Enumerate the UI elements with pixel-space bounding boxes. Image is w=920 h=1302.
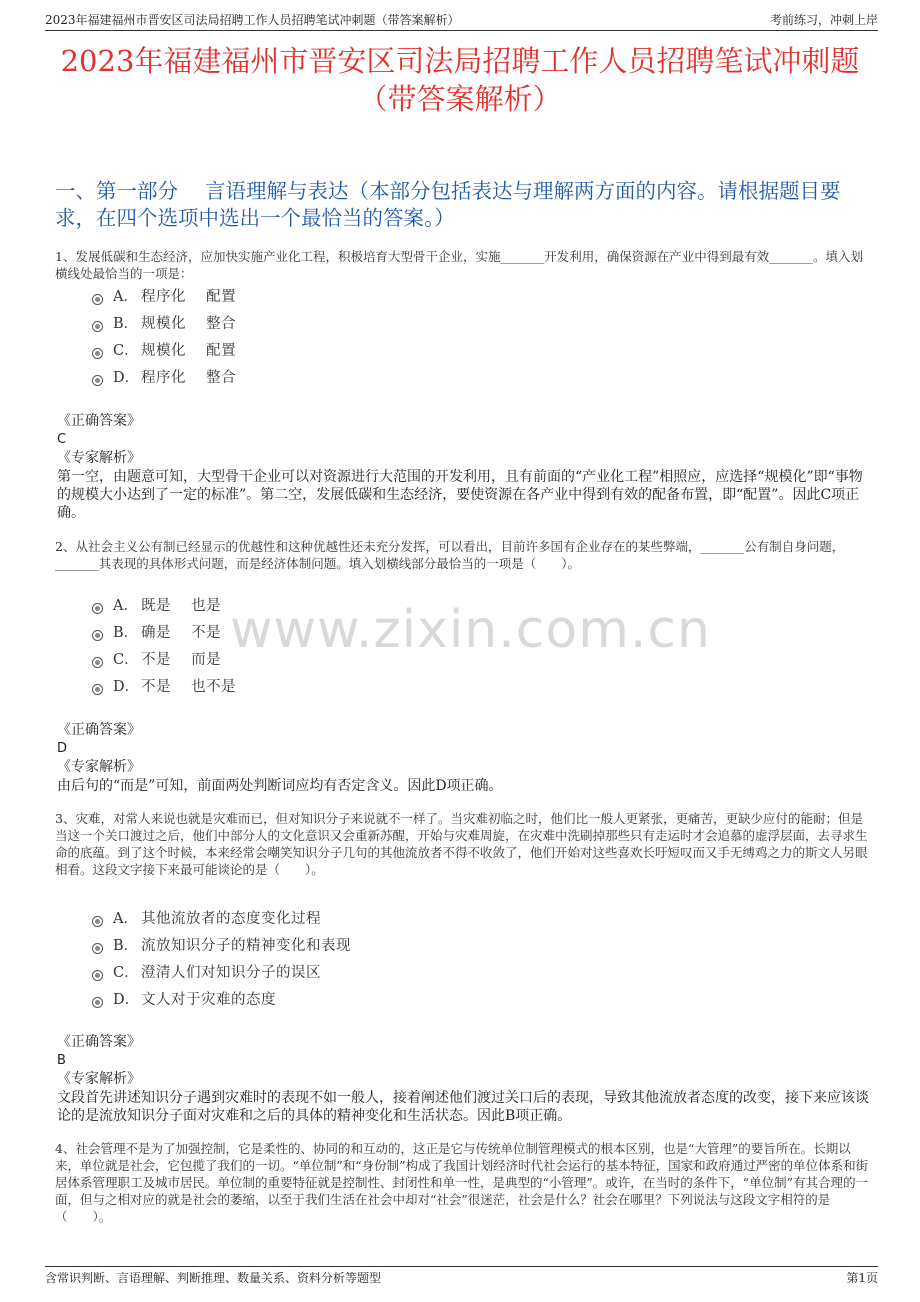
option-letter: C． [113,965,139,981]
header-slogan: 考前练习，冲刺上岸 [769,13,878,27]
answer-value: D [57,741,68,756]
option-text: 规模化 配置 [141,343,237,359]
question-3-option-a[interactable] [92,906,351,933]
option-letter: D． [113,370,140,386]
answer-label: 《正确答案》 [57,413,141,429]
question-3-option-d[interactable] [92,987,351,1014]
radio-icon[interactable] [92,916,103,927]
option-letter: B． [113,625,139,641]
radio-icon[interactable] [92,321,103,332]
header-doc-title: 2023年福建福州市晋安区司法局招聘工作人员招聘笔试冲刺题（带答案解析） [45,13,460,27]
option-text: 程序化 整合 [141,370,237,386]
option-text: 既是 也是 [141,598,222,614]
option-text: 确是 不是 [141,625,222,641]
answer-label: 《正确答案》 [57,722,141,738]
radio-icon[interactable] [92,657,103,668]
title-line-2: （带答案解析） [358,82,562,116]
page-header [45,10,878,31]
question-1-option-a[interactable] [92,284,236,311]
page-number: 第1页 [846,1271,878,1285]
question-1-option-b[interactable] [92,311,236,338]
radio-icon[interactable] [92,684,103,695]
option-letter: D． [113,992,140,1008]
option-letter: B． [113,316,139,332]
question-1-answer-block [57,412,875,522]
analysis-label: 《专家解析》 [57,759,141,775]
question-3-answer-block [57,1033,875,1125]
option-text: 流放知识分子的精神变化和表现 [141,938,351,954]
radio-icon[interactable] [92,294,103,305]
analysis-text: 文段首先讲述知识分子遇到灾难时的表现不如一般人，接着阐述他们渡过关口后的表现，导致其他流放者态度的改变，接下来应该谈论的是流放知识分子面对灾难和之后的具体的精神变化和生活状态。因此B项正确。 [57,1090,869,1124]
question-1-options [92,284,236,392]
radio-icon[interactable] [92,603,103,614]
radio-icon[interactable] [92,997,103,1008]
question-2-options [92,593,236,701]
option-text: 程序化 配置 [141,289,237,305]
question-1-stem: 1、发展低碳和生态经济，应加快实施产业化工程，积极培育大型骨干企业，实施_______开发利用，确保资源在产业中得到最有效_______。填入划横线处最恰当的一项是： [55,249,863,281]
question-2-answer-block [57,721,875,795]
option-letter: B． [113,938,139,954]
question-3-stem: 3、灾难，对常人来说也就是灾难而已，但对知识分子来说就不一样了。当灾难初临之时，他们比一般人更紧张，更痛苦，更缺少应付的能耐；但是当这一个关口渡过之后，他们中部分人的文化意识又会重新苏醒，开始与灾难周旋，在灾难中洗刷掉那些只有走运时才会追慕的虚浮层面，去寻求生命的底蕴。到了这个时候，本来经常会嘲笑知识分子几句的其他流放者不得不收敛了，他们开始对这些喜欢长吁短叹而又手无缚鸡之力的斯文人另眼相看。这段文字接下来最可能谈论的是（ ）。 [55,811,868,877]
radio-icon[interactable] [92,970,103,981]
question-3-options [92,906,351,1014]
question-2-stem: 2、从社会主义公有制已经显示的优越性和这种优越性还未充分发挥，可以看出，目前许多国有企业存在的某些弊端，_______公有制自身问题，_______其表现的具体形式问题，而是经济体制问题。填入划横线部分最恰当的一项是（ ）。 [55,539,845,571]
answer-label: 《正确答案》 [57,1034,141,1050]
option-letter: A． [113,289,138,305]
title-line-1: 2023年福建福州市晋安区司法局招聘工作人员招聘笔试冲刺题 [60,44,860,78]
question-2-option-a[interactable] [92,593,236,620]
answer-value: C [57,432,67,447]
question-4-stem: 4、社会管理不是为了加强控制，它是柔性的、协同的和互动的，这正是它与传统单位制管理模式的根本区别，也是“大管理”的要旨所在。长期以来，单位就是社会，它包揽了我们的一切。“单位制”和“身份制”构成了我国计划经济时代社会运行的基本特征，国家和政府通过严密的单位体系和街居体系管理职工及城市居民。单位制的重要特征就是控制性、封闭性和单一性，是典型的“小管理”。或许，在当时的条件下，“单位制”有其合理的一面，但与之相对应的就是社会的萎缩，以至于我们生活在社会中却对“社会”很迷茫，社会是什么？社会在哪里？下列说法与这段文字相符的是（ ）。 [55,1141,869,1224]
option-letter: C． [113,652,139,668]
option-letter: A． [113,598,138,614]
option-text: 规模化 整合 [141,316,237,332]
section-heading: 一、第一部分 言语理解与表达（本部分包括表达与理解两方面的内容。请根据题目要求，在四个选项中选出一个最恰当的答案。） [55,179,841,230]
analysis-text: 第一空，由题意可知，大型骨干企业可以对资源进行大范围的开发利用，且有前面的“产业化工程”相照应，应选择“规模化”即“事物的规模大小达到了一定的标准”。第二空，发展低碳和生态经济，要使资源在各产业中得到有效的配备布置，即“配置”。因此C项正确。 [57,469,863,521]
footer-topics: 含常识判断、言语理解、判断推理、数量关系、资料分析等题型 [45,1271,382,1285]
radio-icon[interactable] [92,943,103,954]
question-2-option-b[interactable] [92,620,236,647]
analysis-label: 《专家解析》 [57,450,141,466]
answer-value: B [57,1053,66,1068]
watermark: www.zixin.com.cn [230,600,711,660]
analysis-label: 《专家解析》 [57,1071,141,1087]
radio-icon[interactable] [92,348,103,359]
option-letter: D． [113,679,140,695]
option-text: 不是 而是 [141,652,222,668]
option-letter: C． [113,343,139,359]
radio-icon[interactable] [92,630,103,641]
option-text: 不是 也不是 [141,679,237,695]
question-2-option-d[interactable] [92,674,236,701]
option-text: 澄清人们对知识分子的误区 [141,965,321,981]
option-text: 其他流放者的态度变化过程 [141,911,321,927]
option-letter: A． [113,911,138,927]
question-1-option-d[interactable] [92,365,236,392]
page-footer [45,1266,878,1287]
document-title [40,42,880,118]
option-text: 文人对于灾难的态度 [141,992,276,1008]
question-3-option-b[interactable] [92,933,351,960]
analysis-text: 由后句的“而是”可知，前面两处判断词应均有否定含义。因此D项正确。 [57,778,503,794]
question-2-option-c[interactable] [92,647,236,674]
question-1-option-c[interactable] [92,338,236,365]
radio-icon[interactable] [92,375,103,386]
question-3-option-c[interactable] [92,960,351,987]
